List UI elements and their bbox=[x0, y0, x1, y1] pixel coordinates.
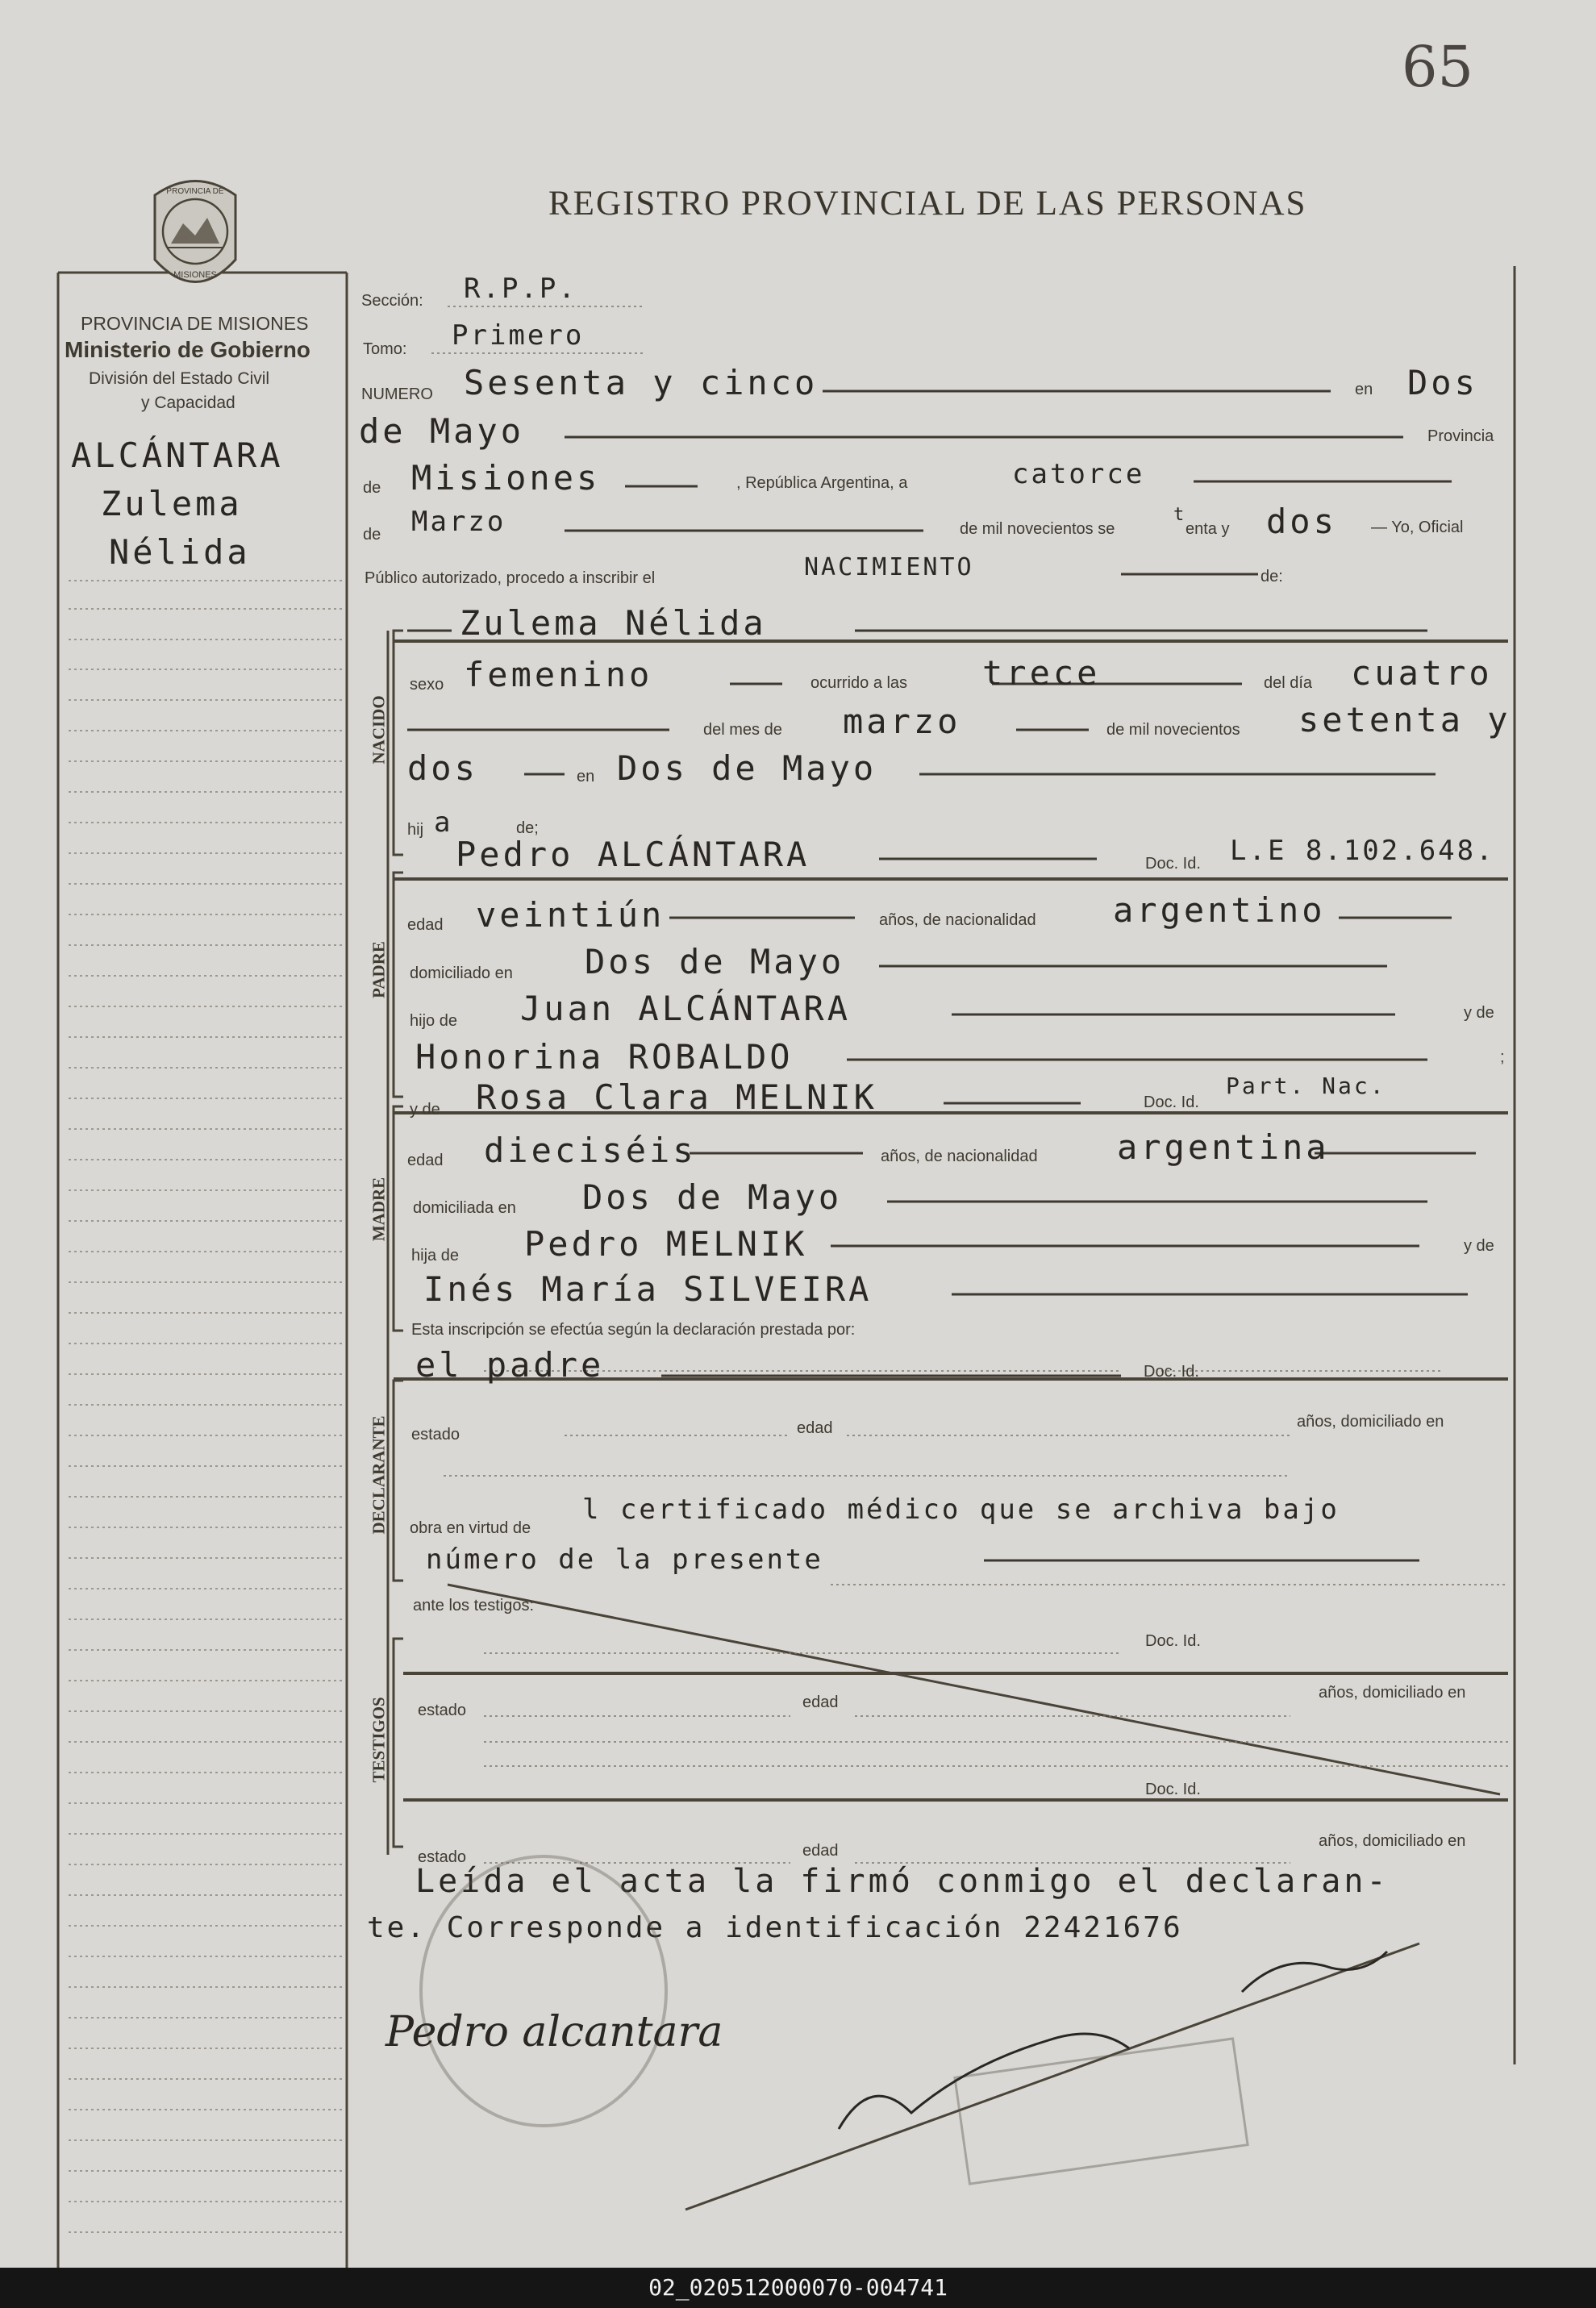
value-madre-dom: Dos de Mayo bbox=[582, 1177, 843, 1217]
label-ocurrido: ocurrido a las bbox=[811, 674, 908, 692]
label-estado-testigo-2: estado bbox=[418, 1848, 467, 1866]
section-label-declarante: DECLARANTE bbox=[369, 1415, 389, 1535]
label-edad-declarante: edad bbox=[797, 1419, 833, 1437]
label-doc-id-testigo-2: Doc. Id. bbox=[1145, 1781, 1201, 1798]
label-hija-de: hija de bbox=[411, 1247, 459, 1264]
label-y-de-madre: y de bbox=[410, 1101, 440, 1119]
value-anio-nac-1: setenta y bbox=[1298, 700, 1511, 739]
page-number: 65 bbox=[1402, 34, 1474, 100]
label-doc-id-padre: Doc. Id. bbox=[1145, 855, 1201, 873]
value-madre: Rosa Clara MELNIK bbox=[476, 1077, 877, 1117]
label-tomo: Tomo: bbox=[363, 340, 407, 358]
label-en: en bbox=[1355, 381, 1373, 398]
value-madre-edad: dieciséis bbox=[484, 1131, 697, 1170]
value-hora: trece bbox=[982, 653, 1101, 693]
value-obra-2: número de la presente bbox=[426, 1544, 823, 1576]
label-provincia: Provincia bbox=[1427, 427, 1494, 445]
value-lugar-1: Dos bbox=[1407, 363, 1478, 402]
label-republica: , República Argentina, a bbox=[736, 474, 908, 492]
label-de-mes: de bbox=[363, 526, 381, 544]
value-dia-acta: catorce bbox=[1012, 458, 1145, 490]
value-seccion: R.P.P. bbox=[464, 273, 577, 305]
label-publico: Público autorizado, procedo a inscribir el bbox=[365, 569, 656, 587]
section-label-nacido: NACIDO bbox=[369, 695, 389, 764]
value-mes: marzo bbox=[843, 702, 961, 741]
label-del-dia: del día bbox=[1264, 674, 1313, 692]
label-obra: obra en virtud de bbox=[410, 1519, 531, 1537]
value-declarante: el padre bbox=[415, 1345, 605, 1385]
section-label-madre: MADRE bbox=[369, 1177, 389, 1242]
label-seccion: Sección: bbox=[361, 292, 423, 310]
value-madre-nac: argentina bbox=[1117, 1127, 1330, 1167]
label-estado-testigo-1: estado bbox=[418, 1702, 467, 1719]
label-de-provincia: de bbox=[363, 479, 381, 497]
closing-note-1: Leída el acta la firmó conmigo el declaran- bbox=[415, 1863, 1390, 1900]
value-lugar-2: de Mayo bbox=[359, 411, 525, 451]
header-division: División del Estado Civil bbox=[89, 369, 270, 388]
value-madre-doc: Part. Nac. bbox=[1226, 1073, 1386, 1099]
value-obra-1: l certificado médico que se archiva bajo bbox=[582, 1494, 1340, 1526]
label-ante-testigos: ante los testigos: bbox=[413, 1597, 535, 1614]
seal-top-text: PROVINCIA DE bbox=[166, 187, 224, 196]
label-edad-padre: edad bbox=[407, 916, 444, 934]
value-acto: NACIMIENTO bbox=[804, 553, 974, 581]
label-edad-madre: edad bbox=[407, 1152, 444, 1169]
label-del-mes: del mes de bbox=[703, 721, 782, 739]
label-anos-domiciliado-testigo-2: años, domiciliado en bbox=[1319, 1832, 1466, 1850]
label-estado-declarante: estado bbox=[411, 1426, 460, 1444]
label-y-de-padre: y de bbox=[1464, 1004, 1494, 1022]
value-provincia: Misiones bbox=[411, 458, 601, 498]
label-doc-id-testigo-1: Doc. Id. bbox=[1145, 1632, 1201, 1650]
label-domiciliado-padre: domiciliado en bbox=[410, 964, 513, 982]
value-abuela-paterna: Honorina ROBALDO bbox=[415, 1037, 794, 1077]
footer-bar: 02_020512000070-004741 bbox=[0, 2268, 1596, 2308]
section-label-testigos: TESTIGOS bbox=[369, 1697, 389, 1783]
value-padre-dom: Dos de Mayo bbox=[585, 942, 845, 981]
label-hij: hij bbox=[407, 821, 424, 839]
label-edad-testigo-2: edad bbox=[802, 1842, 839, 1860]
label-semicolon: ; bbox=[1500, 1048, 1505, 1066]
value-padre-nac: argentino bbox=[1113, 890, 1326, 930]
value-nombre: Zulema Nélida bbox=[460, 603, 767, 643]
closing-note-2: te. Corresponde a identificación 22421676 bbox=[367, 1911, 1183, 1944]
value-anio-t: t bbox=[1173, 505, 1187, 525]
value-numero: Sesenta y cinco bbox=[464, 363, 819, 402]
value-padre-doc: L.E 8.102.648. bbox=[1230, 835, 1495, 867]
value-anio-nac-2: dos bbox=[407, 748, 478, 788]
value-padre: Pedro ALCÁNTARA bbox=[456, 835, 811, 874]
label-sexo: sexo bbox=[410, 676, 444, 694]
value-abuelo-materno: Pedro MELNIK bbox=[524, 1224, 808, 1264]
value-anio-acta: dos bbox=[1266, 502, 1337, 541]
label-domiciliada-madre: domiciliada en bbox=[413, 1199, 516, 1217]
value-padre-edad: veintiún bbox=[476, 895, 665, 935]
section-label-padre: PADRE bbox=[369, 941, 389, 998]
value-mes-acta: Marzo bbox=[411, 506, 506, 538]
label-de-mil: de mil novecientos se bbox=[960, 520, 1115, 538]
label-de-semicolon: de; bbox=[516, 819, 539, 837]
value-hij-suffix: a bbox=[434, 806, 453, 839]
value-lugar-nac: Dos de Mayo bbox=[617, 748, 877, 788]
header-province: PROVINCIA DE MISIONES bbox=[81, 313, 309, 334]
label-hijo-de: hijo de bbox=[410, 1012, 457, 1030]
label-declaracion: Esta inscripción se efectúa según la declaración prestada por: bbox=[411, 1321, 856, 1339]
label-edad-testigo-1: edad bbox=[802, 1694, 839, 1711]
value-tomo: Primero bbox=[452, 319, 585, 352]
label-doc-id-madre: Doc. Id. bbox=[1144, 1094, 1199, 1111]
label-doc-id-declarante: Doc. Id. bbox=[1144, 1363, 1199, 1381]
declarant-signature: Pedro alcantara bbox=[385, 2008, 723, 2056]
header-division-2: y Capacidad bbox=[141, 394, 235, 412]
value-abuelo-paterno: Juan ALCÁNTARA bbox=[520, 989, 852, 1028]
label-numero: NUMERO bbox=[361, 385, 433, 403]
label-de-mil-novecientos: de mil novecientos bbox=[1106, 721, 1240, 739]
label-y-de-madre-2: y de bbox=[1464, 1237, 1494, 1255]
value-abuela-materna: Inés María SILVEIRA bbox=[423, 1269, 873, 1309]
seal-bottom-text: MISIONES bbox=[173, 270, 217, 280]
label-de-colon: de: bbox=[1261, 568, 1283, 585]
value-sexo: femenino bbox=[464, 655, 653, 694]
margin-surname: ALCÁNTARA bbox=[71, 435, 284, 475]
label-anos-domiciliado-testigo-1: años, domiciliado en bbox=[1319, 1684, 1466, 1702]
label-nacionalidad-padre: años, de nacionalidad bbox=[879, 911, 1036, 929]
label-de-mil-2: enta y bbox=[1186, 520, 1230, 538]
header-ministry: Ministerio de Gobierno bbox=[65, 337, 310, 362]
label-nacionalidad-madre: años, de nacionalidad bbox=[881, 1148, 1038, 1165]
value-dia: cuatro bbox=[1351, 653, 1493, 693]
label-anos-domiciliado-declarante: años, domiciliado en bbox=[1297, 1413, 1444, 1431]
label-en-lugar: en bbox=[577, 768, 595, 785]
margin-given-name-2: Nélida bbox=[109, 532, 251, 572]
label-yo-oficial: — Yo, Oficial bbox=[1371, 519, 1464, 536]
document-title: REGISTRO PROVINCIAL DE LAS PERSONAS bbox=[548, 185, 1307, 223]
margin-given-name-1: Zulema bbox=[101, 484, 243, 523]
